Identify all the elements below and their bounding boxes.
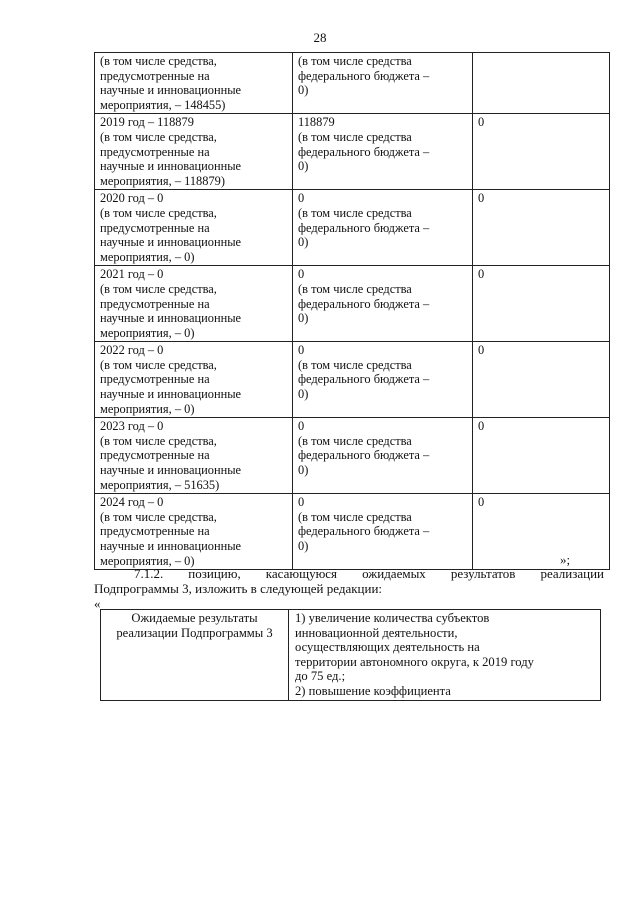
amendment-paragraph: [94, 567, 604, 596]
budget-cell-line: 2022 год – 0: [100, 343, 164, 358]
budget-other-cell: [473, 418, 610, 494]
budget-cell-line: 0): [298, 539, 309, 553]
budget-total-cell: [95, 53, 293, 114]
paragraph-line-2: Подпрограммы 3, изложить в следующей редакции:: [94, 580, 383, 596]
budget-cell-line: 0: [298, 343, 305, 358]
budget-cell-line: 0: [478, 495, 485, 510]
budget-other-cell: [473, 53, 610, 114]
closing-quote: »;: [560, 552, 571, 567]
budget-cell-line: (в том числе средства: [298, 205, 412, 220]
budget-cell-line: 2023 год – 0: [100, 419, 164, 434]
budget-cell-line: (в том числе средства: [298, 357, 412, 372]
budget-cell-line: 0): [298, 83, 309, 98]
budget-cell-line: предусмотренные на: [100, 372, 210, 387]
budget-cell-line: (в том числе средства: [298, 129, 412, 144]
budget-row: [95, 190, 610, 266]
budget-cell-line: научные и инновационные: [100, 463, 242, 478]
results-value-line: осуществляющих деятельность на: [295, 640, 480, 655]
results-value-line: инновационной деятельности,: [295, 625, 458, 640]
budget-cell-line: мероприятия, – 148455): [100, 97, 226, 112]
budget-row: [95, 418, 610, 494]
budget-total-cell: [95, 418, 293, 494]
budget-cell-line: (в том числе средства: [298, 509, 412, 524]
results-label-line: реализации Подпрограммы 3: [116, 625, 273, 640]
budget-row: [95, 114, 610, 190]
budget-row: [95, 342, 610, 418]
budget-cell-line: предусмотренные на: [100, 448, 210, 463]
budget-other-cell: [473, 114, 610, 190]
budget-other-cell: [473, 342, 610, 418]
budget-federal-cell: [293, 266, 473, 342]
budget-cell-line: 2021 год – 0: [100, 267, 164, 282]
budget-total-cell: [95, 190, 293, 266]
budget-cell-line: (в том числе средства,: [100, 509, 217, 524]
budget-cell-line: (в том числе средства: [298, 54, 412, 68]
budget-cell-line: 118879: [298, 115, 335, 130]
budget-cell-line: научные и инновационные: [100, 83, 242, 98]
budget-cell-line: мероприятия, – 51635): [100, 477, 220, 492]
budget-cell-line: (в том числе средства,: [100, 205, 217, 220]
results-value-line: 2) повышение коэффициента: [295, 683, 451, 698]
budget-cell-line: (в том числе средства: [298, 281, 412, 296]
budget-cell-line: (в том числе средства,: [100, 54, 217, 68]
paragraph-line-1: 7.1.2. позицию, касающуюся ожидаемых результатов реализации: [134, 566, 604, 581]
budget-cell-line: 0): [298, 159, 309, 174]
budget-cell-line: 0): [298, 387, 309, 402]
budget-cell-line: федерального бюджета –: [298, 296, 430, 311]
budget-cell-line: 0): [298, 311, 309, 326]
budget-total-cell: [95, 114, 293, 190]
budget-cell-line: 0: [478, 115, 485, 130]
budget-row: [95, 53, 610, 114]
budget-total-cell: [95, 342, 293, 418]
budget-federal-cell: [293, 342, 473, 418]
results-label-line: Ожидаемые результаты: [131, 611, 258, 625]
budget-cell-line: предусмотренные на: [100, 144, 210, 159]
budget-cell-line: 0: [478, 343, 485, 358]
budget-federal-cell: [293, 114, 473, 190]
budget-cell-line: предусмотренные на: [100, 524, 210, 539]
results-row: [101, 610, 601, 701]
budget-cell-line: предусмотренные на: [100, 296, 210, 311]
budget-cell-line: федерального бюджета –: [298, 372, 430, 387]
budget-cell-line: научные и инновационные: [100, 159, 242, 174]
budget-other-cell: [473, 190, 610, 266]
budget-cell-line: федерального бюджета –: [298, 524, 430, 539]
budget-cell-line: 2020 год – 0: [100, 191, 164, 206]
budget-row: [95, 266, 610, 342]
budget-total-cell: [95, 266, 293, 342]
budget-cell-line: 2024 год – 0: [100, 495, 164, 510]
budget-table: [94, 52, 610, 570]
budget-federal-cell: [293, 418, 473, 494]
budget-cell-line: (в том числе средства,: [100, 281, 217, 296]
results-table: [100, 609, 601, 701]
budget-cell-line: научные и инновационные: [100, 235, 242, 250]
budget-cell-line: мероприятия, – 118879): [100, 173, 225, 188]
budget-cell-line: мероприятия, – 0): [100, 401, 195, 416]
budget-cell-line: (в том числе средства,: [100, 433, 217, 448]
budget-cell-line: федерального бюджета –: [298, 144, 430, 159]
budget-cell-line: 0: [298, 191, 305, 206]
budget-cell-line: 0: [298, 267, 305, 282]
budget-row: [95, 494, 610, 570]
budget-federal-cell: [293, 190, 473, 266]
results-value-line: до 75 ед.;: [295, 669, 346, 684]
budget-cell-line: федерального бюджета –: [298, 220, 430, 235]
budget-cell-line: научные и инновационные: [100, 539, 242, 553]
budget-cell-line: (в том числе средства,: [100, 357, 217, 372]
results-value-cell: [289, 610, 601, 701]
results-value-line: территории автономного округа, к 2019 году: [295, 654, 534, 669]
budget-cell-line: научные и инновационные: [100, 387, 242, 402]
budget-cell-line: 2019 год – 118879: [100, 115, 194, 130]
budget-federal-cell: [293, 494, 473, 570]
budget-cell-line: 0): [298, 463, 309, 478]
budget-cell-line: научные и инновационные: [100, 311, 242, 326]
budget-cell-line: 0: [298, 495, 305, 510]
budget-cell-line: мероприятия, – 0): [100, 325, 195, 340]
budget-cell-line: (в том числе средства: [298, 433, 412, 448]
budget-cell-line: предусмотренные на: [100, 68, 210, 83]
budget-cell-line: предусмотренные на: [100, 220, 210, 235]
budget-cell-line: мероприятия, – 0): [100, 553, 195, 568]
budget-cell-line: 0: [478, 267, 485, 282]
budget-cell-line: 0: [478, 191, 485, 206]
budget-cell-line: федерального бюджета –: [298, 448, 430, 463]
budget-cell-line: мероприятия, – 0): [100, 249, 195, 264]
budget-federal-cell: [293, 53, 473, 114]
budget-other-cell: [473, 266, 610, 342]
budget-cell-line: федерального бюджета –: [298, 68, 430, 83]
budget-cell-line: (в том числе средства,: [100, 129, 217, 144]
open-quote: «: [94, 596, 101, 611]
budget-cell-line: 0: [478, 419, 485, 434]
budget-total-cell: [95, 494, 293, 570]
results-label-cell: [101, 610, 289, 701]
budget-other-cell: [473, 494, 610, 570]
budget-cell-line: 0): [298, 235, 309, 250]
budget-cell-line: 0: [298, 419, 305, 434]
page-number: 28: [313, 30, 327, 45]
results-value-line: 1) увеличение количества субъектов: [295, 611, 490, 625]
